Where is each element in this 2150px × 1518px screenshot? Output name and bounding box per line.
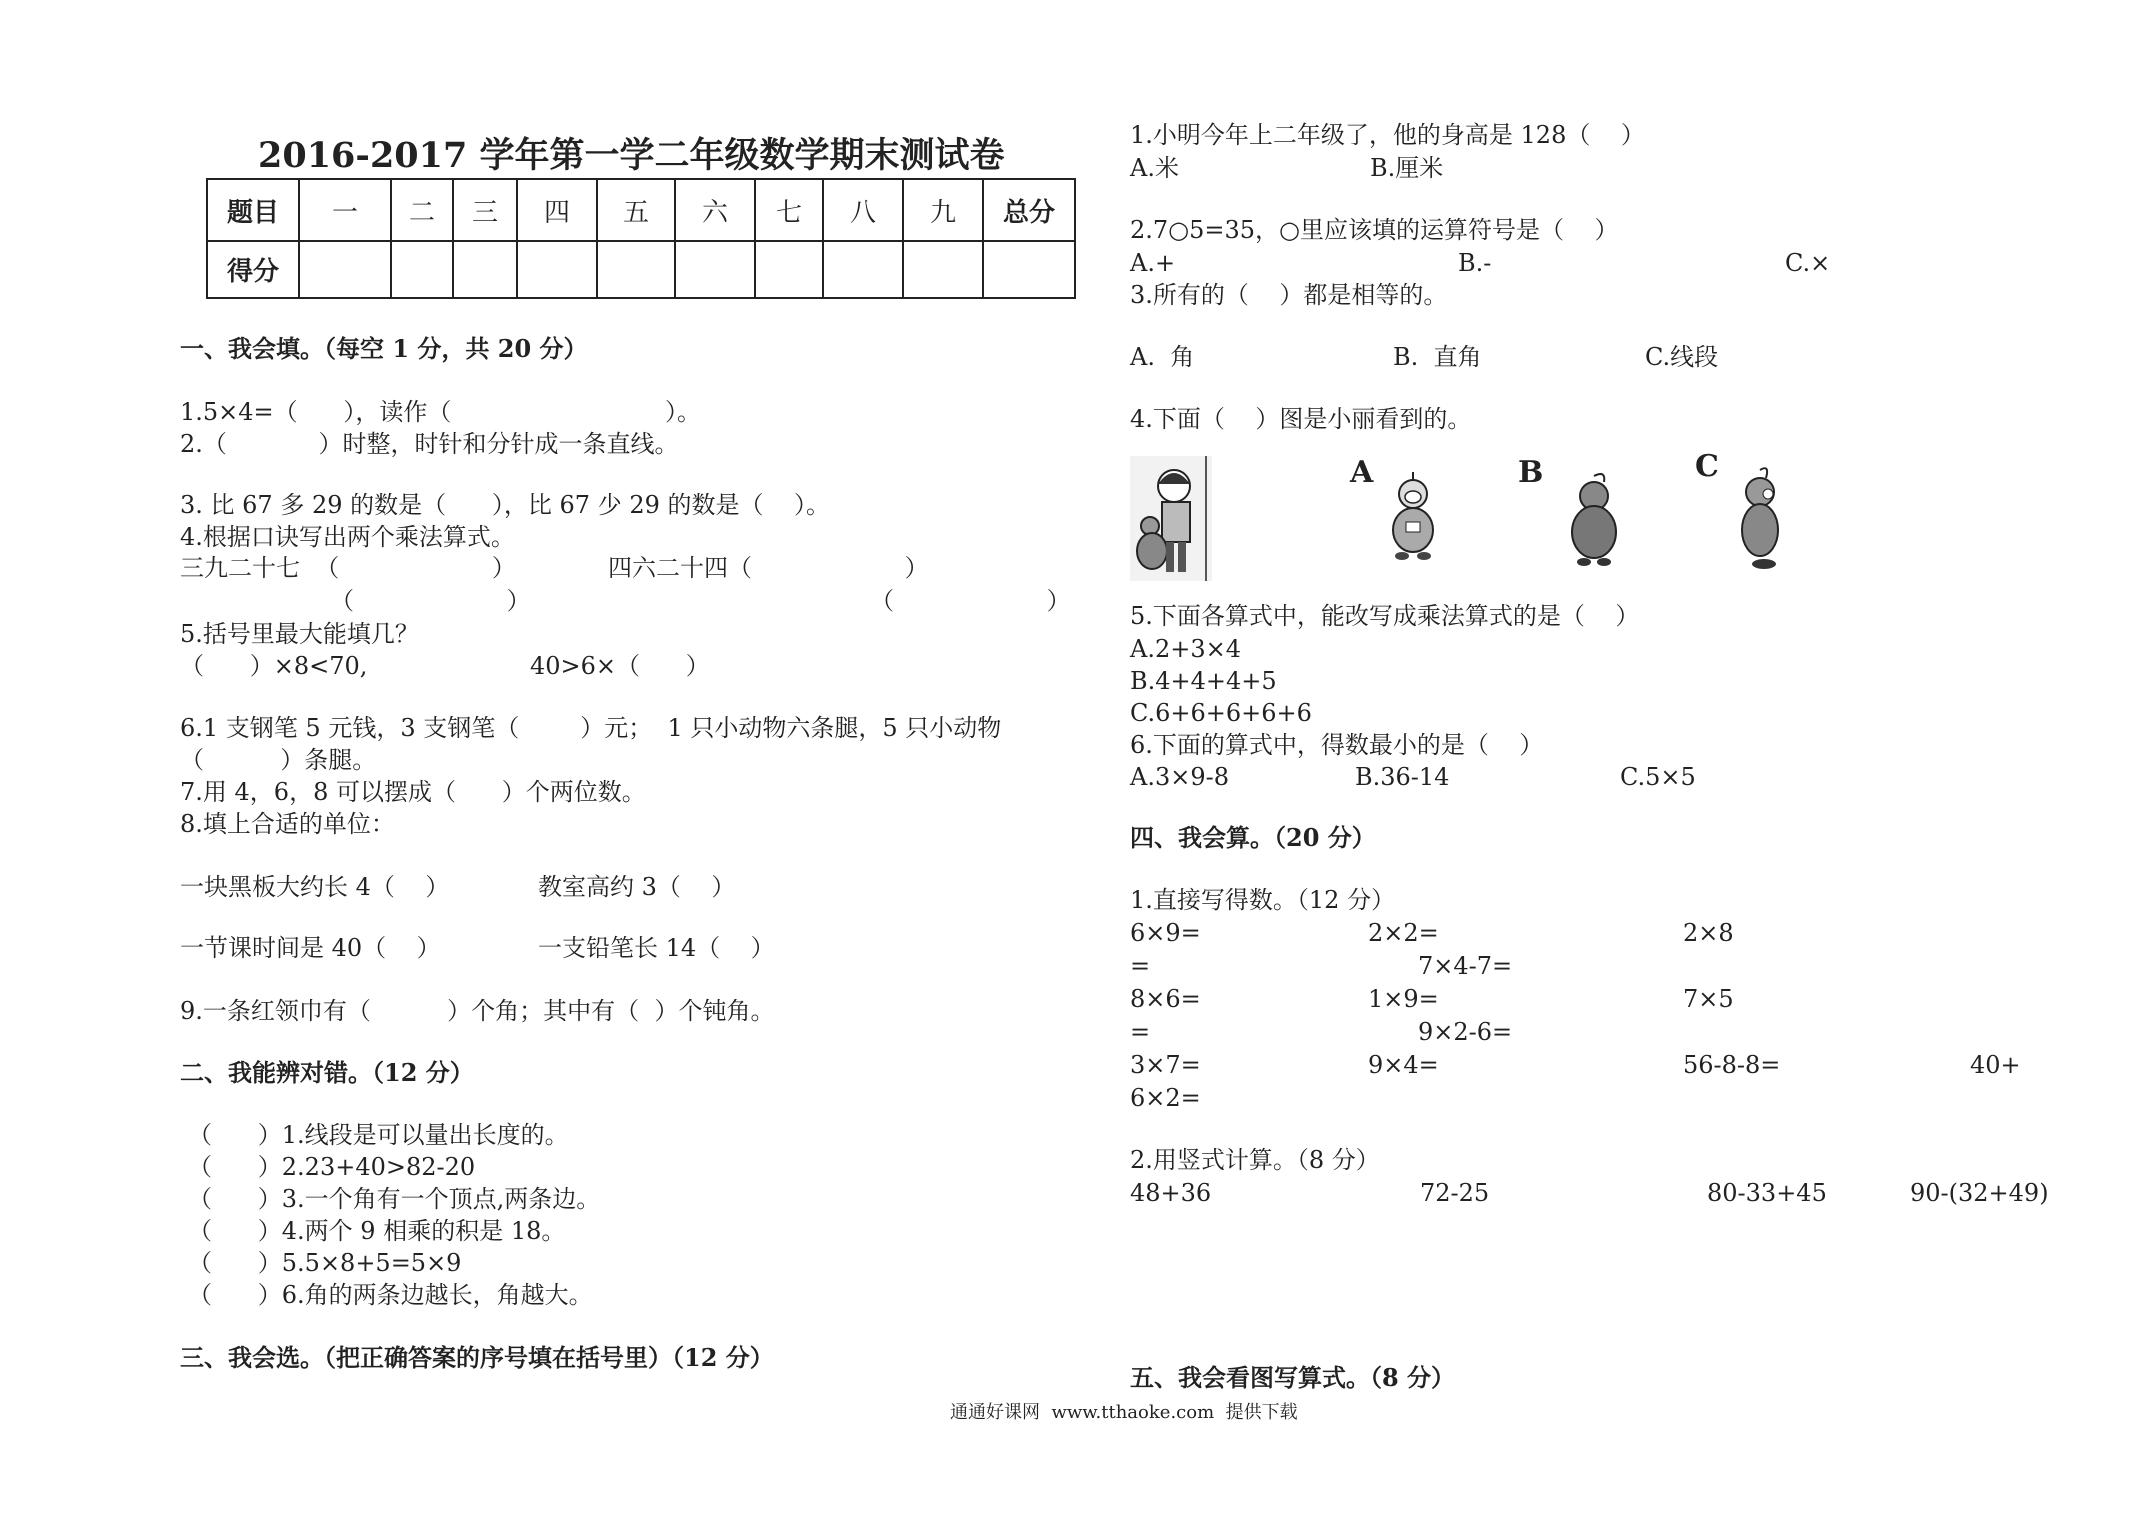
sub-question: 1.直接写得数。（12 分）: [1130, 886, 1396, 914]
vertical-calc-item: 90-(32+49): [1910, 1179, 2049, 1207]
calc-item: =: [1130, 1018, 1151, 1046]
choice-question: 2.7○5=35，○里应该填的运算符号是（ ）: [1130, 216, 1619, 244]
choice-question: 3.所有的（ ）都是相等的。: [1130, 281, 1448, 309]
choice-option: C.线段: [1645, 343, 1719, 371]
option-label: A: [1350, 455, 1374, 490]
calc-item: 3×7=: [1130, 1051, 1201, 1079]
choice-option: B.36-14: [1355, 763, 1450, 791]
score-header-cell: 八: [823, 179, 903, 241]
calc-item: 9×2-6=: [1418, 1018, 1513, 1046]
score-input-cell[interactable]: [983, 241, 1075, 298]
question-line: （ ）: [870, 587, 1071, 615]
choice-option: A. 角: [1130, 343, 1195, 371]
score-input-cell[interactable]: [517, 241, 597, 298]
choice-question: 1.小明今年上二年级了，他的身高是 128（ ）: [1130, 121, 1645, 149]
page-title: 2016-2017 学年第一学二年级数学期末测试卷: [258, 135, 1005, 176]
question-line: 8.填上合适的单位：: [180, 810, 395, 838]
section-1-heading: 一、我会填。（每空 1 分，共 20 分）: [180, 334, 588, 363]
calc-item: 9×4=: [1368, 1051, 1439, 1079]
score-header-cell: 题目: [207, 179, 299, 241]
question-line: 40>6×（ ）: [530, 652, 710, 680]
true-false-item: （ ）1.线段是可以量出长度的。: [188, 1121, 569, 1149]
doll-back-picture: [1562, 472, 1626, 567]
true-false-item: （ ）6.角的两条边越长，角越大。: [188, 1281, 593, 1309]
score-table: [206, 178, 1076, 299]
option-label: B: [1518, 455, 1544, 490]
score-input-cell[interactable]: [597, 241, 675, 298]
score-header-cell: 七: [755, 179, 823, 241]
choice-question: 4.下面（ ）图是小丽看到的。: [1130, 405, 1472, 433]
option-label: C: [1695, 449, 1719, 484]
vertical-calc-item: 48+36: [1130, 1179, 1212, 1207]
calc-item: 1×9=: [1368, 985, 1439, 1013]
score-input-cell[interactable]: [823, 241, 903, 298]
choice-option: B. 直角: [1393, 343, 1482, 371]
score-header-cell: 总分: [983, 179, 1075, 241]
calc-item: 7×5: [1683, 985, 1734, 1013]
score-header-cell: 五: [597, 179, 675, 241]
girl-with-doll-picture: [1130, 456, 1212, 581]
score-input-cell[interactable]: [755, 241, 823, 298]
section-5-heading: 五、我会看图写算式。（8 分）: [1130, 1363, 1456, 1392]
vertical-calc-item: 80-33+45: [1707, 1179, 1827, 1207]
question-line: 2.（ ）时整，时针和分针成一条直线。: [180, 430, 679, 458]
choice-option: C.5×5: [1620, 763, 1696, 791]
calc-item: 6×2=: [1130, 1084, 1201, 1112]
calc-item: =: [1130, 952, 1151, 980]
footer-credit: 通通好课网 www.tthaoke.com 提供下载: [950, 1402, 1298, 1423]
choice-option: B.厘米: [1370, 154, 1444, 182]
question-line: 一支铅笔长 14（ ）: [538, 934, 775, 962]
calc-item: 2×8: [1683, 919, 1734, 947]
score-header-cell: 四: [517, 179, 597, 241]
calc-item: 56-8-8=: [1683, 1051, 1781, 1079]
choice-option: A.+: [1130, 249, 1176, 277]
calc-item: 8×6=: [1130, 985, 1201, 1013]
question-line: 7.用 4，6，8 可以摆成（ ）个两位数。: [180, 778, 646, 806]
choice-question: 5.下面各算式中，能改写成乘法算式的是（ ）: [1130, 602, 1640, 630]
calc-item: 7×4-7=: [1418, 952, 1513, 980]
calc-item: 40+: [1970, 1051, 2021, 1079]
score-header-cell: 三: [453, 179, 517, 241]
question-line: 教室高约 3（ ）: [538, 873, 736, 901]
question-line: 5.括号里最大能填几？: [180, 620, 419, 648]
question-line: 9.一条红领巾有（ ）个角；其中有（ ）个钝角。: [180, 997, 775, 1025]
true-false-item: （ ）3.一个角有一个顶点,两条边。: [188, 1185, 601, 1213]
question-line: （ ）×8<70,: [180, 652, 368, 680]
score-input-cell[interactable]: [903, 241, 983, 298]
true-false-item: （ ）2.23+40>82-20: [188, 1153, 476, 1181]
score-row-label: 得分: [207, 241, 299, 298]
choice-option: B.4+4+4+5: [1130, 667, 1277, 695]
doll-front-picture: [1378, 470, 1448, 562]
section-4-heading: 四、我会算。（20 分）: [1130, 823, 1376, 852]
calc-item: 6×9=: [1130, 919, 1201, 947]
doll-side-picture: [1730, 466, 1790, 570]
question-line: 一节课时间是 40（ ）: [180, 934, 441, 962]
section-2-heading: 二、我能辨对错。（12 分）: [180, 1058, 474, 1087]
choice-option: B.-: [1458, 249, 1492, 277]
score-input-cell[interactable]: [299, 241, 391, 298]
choice-option: A.米: [1130, 154, 1179, 182]
section-3-heading: 三、我会选。（把正确答案的序号填在括号里）（12 分）: [180, 1343, 774, 1372]
score-input-cell[interactable]: [453, 241, 517, 298]
choice-option: C.×: [1785, 249, 1831, 277]
question-line: （ ）条腿。: [180, 746, 377, 774]
choice-option: C.6+6+6+6+6: [1130, 699, 1312, 727]
question-line: 3. 比 67 多 29 的数是（ ），比 67 少 29 的数是（ ）。: [180, 491, 831, 519]
score-header-cell: 九: [903, 179, 983, 241]
question-line: 三九二十七 （ ）: [180, 554, 516, 582]
choice-question: 6.下面的算式中，得数最小的是（ ）: [1130, 731, 1544, 759]
true-false-item: （ ）4.两个 9 相乘的积是 18。: [188, 1217, 566, 1245]
score-header-cell: 六: [675, 179, 755, 241]
question-line: （ ）: [330, 587, 531, 615]
score-input-cell[interactable]: [391, 241, 453, 298]
true-false-item: （ ）5.5×8+5=5×9: [188, 1249, 462, 1277]
question-line: 4.根据口诀写出两个乘法算式。: [180, 523, 515, 551]
sub-question: 2.用竖式计算。（8 分）: [1130, 1146, 1380, 1174]
question-line: 1.5×4=（ ），读作（ ）。: [180, 398, 702, 426]
question-line: 四六二十四（ ）: [608, 554, 929, 582]
choice-option: A.2+3×4: [1130, 635, 1241, 663]
vertical-calc-item: 72-25: [1420, 1179, 1490, 1207]
score-input-cell[interactable]: [675, 241, 755, 298]
score-header-cell: 一: [299, 179, 391, 241]
choice-option: A.3×9-8: [1130, 763, 1229, 791]
calc-item: 2×2=: [1368, 919, 1439, 947]
question-line: 一块黑板大约长 4（ ）: [180, 873, 450, 901]
score-header-cell: 二: [391, 179, 453, 241]
question-line: 6.1 支钢笔 5 元钱，3 支钢笔（ ）元； 1 只小动物六条腿，5 只小动物: [180, 714, 1002, 742]
